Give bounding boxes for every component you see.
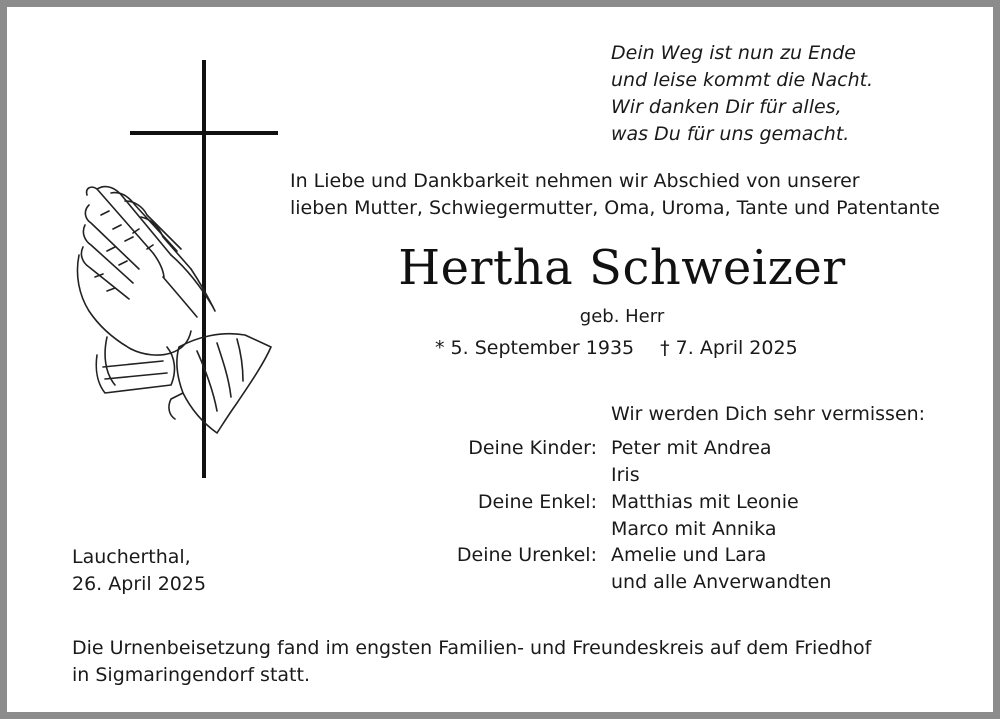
mourner-name: Iris [611,463,640,486]
mourner-group-names [611,542,831,595]
poem [611,40,873,148]
mourner-group-label: Deine Urenkel: [456,544,597,566]
place-and-date [72,544,206,598]
intro-text [290,168,940,222]
mourner-group-names [611,435,772,488]
burial-notice [72,635,871,689]
deceased-name: Hertha Schweizer [398,240,846,296]
burial-notice-line: in Sigmaringendorf statt. [72,664,310,686]
maiden-name: geb. Herr [579,306,665,327]
intro-line: In Liebe und Dankbarkeit nehmen wir Abschied von unserer [290,170,860,192]
mourner-group-label: Deine Kinder: [468,437,597,459]
mourner-name: Marco mit Annika [611,517,777,540]
mourner-group-label: Deine Enkel: [477,491,597,513]
mourner-name: Matthias mit Leonie [611,491,799,513]
place: Laucherthal, [72,546,191,568]
mourners-intro: Wir werden Dich sehr vermissen: [611,403,926,425]
date: 26. April 2025 [72,573,207,595]
poem-line: Wir danken Dir für alles, [611,96,842,118]
birth-date: * 5. September 1935 [435,337,635,359]
mourner-name: und alle Anverwandten [611,570,832,593]
poem-line: was Du für uns gemacht. [611,123,850,145]
mourner-name: Amelie und Lara [611,544,767,566]
poem-line: und leise kommt die Nacht. [611,69,874,91]
burial-notice-line: Die Urnenbeisetzung fand im engsten Familien- und Freundeskreis auf dem Friedhof [72,637,872,659]
life-dates [435,335,798,361]
death-date: † 7. April 2025 [660,337,798,359]
mourner-name: Peter mit Andrea [611,437,772,459]
poem-line: Dein Weg ist nun zu Ende [611,42,856,64]
mourner-group-names [611,489,799,542]
intro-line: lieben Mutter, Schwiegermutter, Oma, Uroma, Tante und Patentante [290,197,940,219]
